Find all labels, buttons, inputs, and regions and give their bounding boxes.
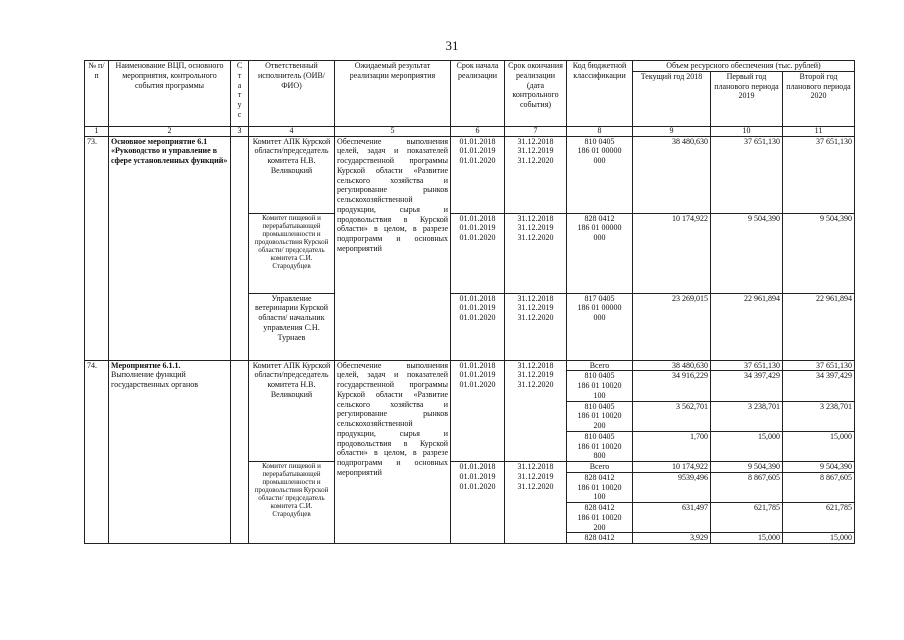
value-2020: 22 961,894 bbox=[783, 293, 855, 360]
col-number: 6 bbox=[451, 126, 505, 136]
table-row bbox=[85, 136, 855, 213]
value-2018: 10 174,922 bbox=[633, 213, 711, 293]
budget-code: 828 0412 186 01 00000 000 bbox=[567, 213, 633, 293]
page-number: 31 bbox=[445, 38, 459, 53]
budget-code: 828 0412 bbox=[567, 533, 633, 544]
col-number: 11 bbox=[783, 126, 855, 136]
col-number: 1 bbox=[85, 126, 109, 136]
budget-code: 810 0405 186 01 10020 100 bbox=[567, 371, 633, 401]
start-dates: 01.01.2018 01.01.2019 01.01.2020 bbox=[451, 293, 505, 360]
column-number-row bbox=[85, 126, 855, 136]
col-number: 8 bbox=[567, 126, 633, 136]
value-2020: 9 504,390 bbox=[783, 213, 855, 293]
start-dates: 01.01.2018 01.01.2019 01.01.2020 bbox=[451, 136, 505, 213]
value-2019: 15,000 bbox=[711, 431, 783, 461]
col-number: 3 bbox=[231, 126, 249, 136]
value-2020: 15,000 bbox=[783, 533, 855, 544]
value-2018: 23 269,015 bbox=[633, 293, 711, 360]
header-executor: Ответственный исполнитель (ОИВ/ФИО) bbox=[249, 61, 335, 127]
executor: Комитет АПК Курской области/председатель комитета Н.В. Великоцкий bbox=[249, 360, 335, 462]
header-row bbox=[85, 61, 855, 72]
value-2020: 9 504,390 bbox=[783, 462, 855, 473]
value-2020: 15,000 bbox=[783, 431, 855, 461]
value-2020: 34 397,429 bbox=[783, 371, 855, 401]
end-dates: 31.12.2018 31.12.2019 31.12.2020 bbox=[505, 462, 567, 544]
resource-table bbox=[84, 60, 855, 544]
value-2018: 10 174,922 bbox=[633, 462, 711, 473]
col-number: 2 bbox=[109, 126, 231, 136]
col-number: 4 bbox=[249, 126, 335, 136]
header-end: Срок окончания реализации (дата контрольного события) bbox=[505, 61, 567, 127]
end-dates: 31.12.2018 31.12.2019 31.12.2020 bbox=[505, 293, 567, 360]
activity-code: Мероприятие 6.1.1. bbox=[111, 360, 181, 370]
col-number: 7 bbox=[505, 126, 567, 136]
end-dates: 31.12.2018 31.12.2019 31.12.2020 bbox=[505, 136, 567, 213]
value-2019: 8 867,605 bbox=[711, 472, 783, 502]
header-num: № п/п bbox=[85, 61, 109, 127]
start-dates: 01.01.2018 01.01.2019 01.01.2020 bbox=[451, 360, 505, 462]
value-2019: 15,000 bbox=[711, 533, 783, 544]
value-2019: 37 651,130 bbox=[711, 136, 783, 213]
end-dates: 31.12.2018 31.12.2019 31.12.2020 bbox=[505, 360, 567, 462]
col-number: 10 bbox=[711, 126, 783, 136]
value-2020: 3 238,701 bbox=[783, 401, 855, 431]
expected-result-text: Обеспечение выполнения целей, задач и показателей государственной программы Курской области «Развитие сельского хозяйства и регулирование рынков сельскохозяйственной продукции, сырья и продовольствия в Курской области» в целом, в разрезе подпрограмм и основных мероприятий bbox=[337, 360, 448, 477]
value-2018: 3,929 bbox=[633, 533, 711, 544]
header-2018: Текущий год 2018 bbox=[633, 71, 711, 126]
executor: Комитет пищевой и перерабатывающей промышленности и продовольствия Курской области/ председатель комитета С.И. Стародубцев bbox=[249, 213, 335, 293]
value-2018: 3 562,701 bbox=[633, 401, 711, 431]
value-2019: 37 651,130 bbox=[711, 360, 783, 371]
start-dates: 01.01.2018 01.01.2019 01.01.2020 bbox=[451, 462, 505, 544]
value-2020: 8 867,605 bbox=[783, 472, 855, 502]
col-number: 9 bbox=[633, 126, 711, 136]
value-2018: 1,700 bbox=[633, 431, 711, 461]
row-number: 74. bbox=[85, 360, 109, 544]
budget-code: 828 0412 186 01 10020 100 bbox=[567, 472, 633, 502]
value-2019: 3 238,701 bbox=[711, 401, 783, 431]
value-2019: 621,785 bbox=[711, 503, 783, 533]
status-cell bbox=[231, 136, 249, 360]
budget-code: 810 0405 186 01 00000 000 bbox=[567, 136, 633, 213]
header-resources: Объем ресурсного обеспечения (тыс. рублей) bbox=[633, 61, 855, 72]
value-2018: 9539,496 bbox=[633, 472, 711, 502]
expected-result bbox=[335, 360, 451, 544]
budget-code: 810 0405 186 01 10020 800 bbox=[567, 431, 633, 461]
value-2020: 37 651,130 bbox=[783, 136, 855, 213]
table-row bbox=[85, 360, 855, 371]
header-2020: Второй год планового периода 2020 bbox=[783, 71, 855, 126]
value-2019: 34 397,429 bbox=[711, 371, 783, 401]
end-dates: 31.12.2018 31.12.2019 31.12.2020 bbox=[505, 213, 567, 293]
value-2018: 34 916,229 bbox=[633, 371, 711, 401]
value-2019: 9 504,390 bbox=[711, 462, 783, 473]
budget-code: 817 0405 186 01 00000 000 bbox=[567, 293, 633, 360]
value-2019: 22 961,894 bbox=[711, 293, 783, 360]
status-cell bbox=[231, 360, 249, 544]
budget-code: Всего bbox=[567, 360, 633, 371]
header-2019: Первый год планового периода 2019 bbox=[711, 71, 783, 126]
executor: Комитет АПК Курской области/председатель комитета Н.В. Великоцкий bbox=[249, 136, 335, 213]
value-2020: 37 651,130 bbox=[783, 360, 855, 371]
header-result: Ожидаемый результат реализации мероприятия bbox=[335, 61, 451, 127]
activity-name bbox=[109, 360, 231, 544]
header-start: Срок начала реализации bbox=[451, 61, 505, 127]
budget-code: 828 0412 186 01 10020 200 bbox=[567, 503, 633, 533]
value-2018: 38 480,630 bbox=[633, 136, 711, 213]
value-2019: 9 504,390 bbox=[711, 213, 783, 293]
row-number: 73. bbox=[85, 136, 109, 360]
expected-result bbox=[335, 136, 451, 360]
activity-name: Основное мероприятие 6.1 «Руководство и управление в сфере установленных функций» bbox=[109, 136, 231, 360]
expected-result-text: Обеспечение выполнения целей, задач и показателей государственной программы Курской области «Развитие сельского хозяйства и регулирование рынков сельскохозяйственной продукции, сырья и продовольствия в Курской области» в целом, в разрезе подпрограмм и основных мероприятий bbox=[337, 136, 448, 253]
executor: Управление ветеринарии Курской области/ начальник управления С.Н. Турнаев bbox=[249, 293, 335, 360]
header-code: Код бюджетной классификации bbox=[567, 61, 633, 127]
value-2018: 38 480,630 bbox=[633, 360, 711, 371]
header-name: Наименование ВЦП, основного мероприятия, контрольного события программы bbox=[109, 61, 231, 127]
col-number: 5 bbox=[335, 126, 451, 136]
activity-title: Выполнение функций государственных органов bbox=[111, 370, 198, 390]
budget-code: Всего bbox=[567, 462, 633, 473]
budget-code: 810 0405 186 01 10020 200 bbox=[567, 401, 633, 431]
header-status: С т а т у с bbox=[231, 61, 249, 127]
value-2018: 631,497 bbox=[633, 503, 711, 533]
value-2020: 621,785 bbox=[783, 503, 855, 533]
executor: Комитет пищевой и перерабатывающей промышленности и продовольствия Курской области/ председатель комитета С.И. Стародубцев bbox=[249, 462, 335, 544]
start-dates: 01.01.2018 01.01.2019 01.01.2020 bbox=[451, 213, 505, 293]
